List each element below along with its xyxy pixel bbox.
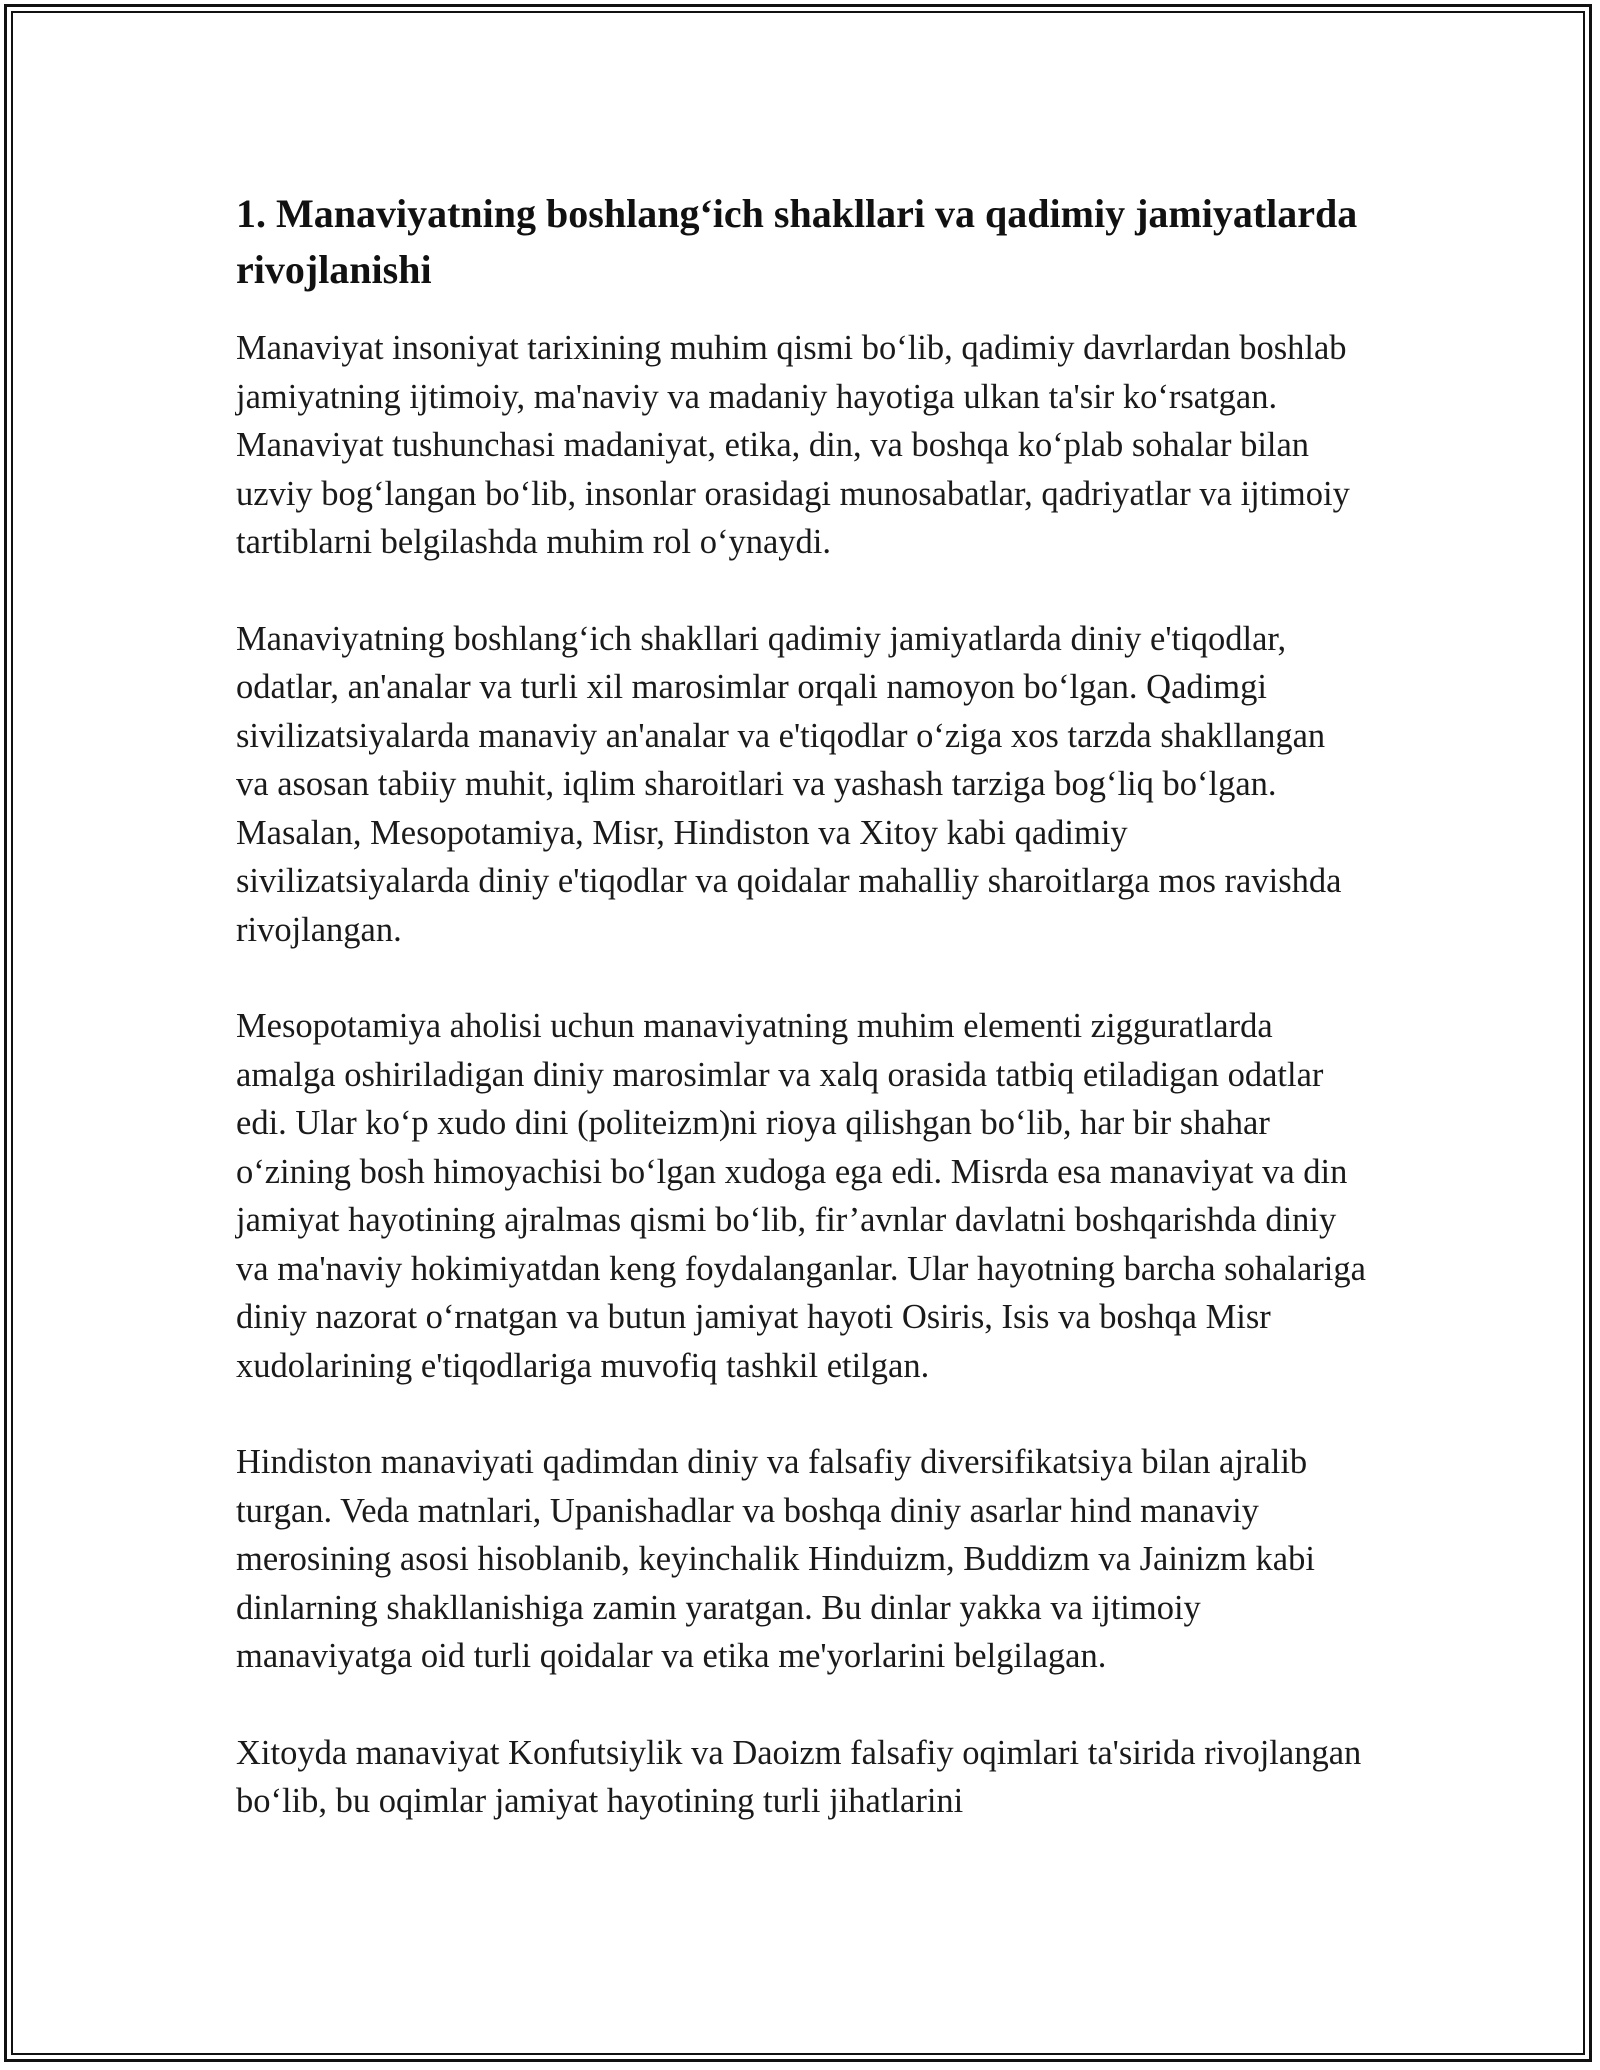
paragraph-4: Hindiston manaviyati qadimdan diniy va falsafiy diversifikatsiya bilan ajralib turgan. Veda matnlari, Upanishadlar va boshqa diniy asarlar hind manaviy merosining asosi hisoblanib, keyinchalik Hinduizm, Buddizm va Jainizm kabi dinlarning shakllanishiga zamin yaratgan. Bu dinlar yakka va ijtimoiy manaviyatga oid turli qoidalar va etika me'yorlarini belgilagan. — [236, 1443, 1315, 1675]
document-body — [236, 186, 1366, 1874]
paragraph-2: Manaviyatning boshlang‘ich shakllari qadimiy jamiyatlarda diniy e'tiqodlar, odatlar, an'analar va turli xil marosimlar orqali namoyon bo‘lgan. Qadimgi sivilizatsiyalarda manaviy an'analar va e'tiqodlar o‘ziga xos tarzda shakllangan va asosan tabiiy muhit, iqlim sharoitlari va yashash tarziga bog‘liq bo‘lgan. Masalan, Mesopotamiya, Misr, Hindiston va Xitoy kabi qadimiy sivilizatsiyalarda diniy e'tiqodlar va qoidalar mahalliy sharoitlarga mos ravishda rivojlangan. — [236, 619, 1342, 949]
section-heading: 1. Manaviyatning boshlang‘ich shakllari va qadimiy jamiyatlarda rivojlanishi — [236, 191, 1358, 292]
paragraph-3: Mesopotamiya aholisi uchun manaviyatning muhim elementi zigguratlarda amalga oshiriladigan diniy marosimlar va xalq orasida tatbiq etiladigan odatlar edi. Ular ko‘p xudo dini (politeizm)ni rioya qilishgan bo‘lib, har bir shahar o‘zining bosh himoyachisi bo‘lgan xudoga ega edi. Misrda esa manaviyat va din jamiyat hayotining ajralmas qismi bo‘lib, fir’avnlar davlatni boshqarishda diniy va ma'naviy hokimiyatdan keng foydalanganlar. Ular hayotning barcha sohalariga diniy nazorat o‘rnatgan va butun jamiyat hayoti Osiris, Isis va boshqa Misr xudolarining e'tiqodlariga muvofiq tashkil etilgan. — [236, 1007, 1366, 1385]
paragraph-1: Manaviyat insoniyat tarixining muhim qismi bo‘lib, qadimiy davrlardan boshlab jamiyatning ijtimoiy, ma'naviy va madaniy hayotiga ulkan ta'sir ko‘rsatgan. Manaviyat tushunchasi madaniyat, etika, din, va boshqa ko‘plab sohalar bilan uzviy bog‘langan bo‘lib, insonlar orasidagi munosabatlar, qadriyatlar va ijtimoiy tartiblarni belgilashda muhim rol o‘ynaydi. — [236, 329, 1350, 561]
paragraph-5: Xitoyda manaviyat Konfutsiylik va Daoizm falsafiy oqimlari ta'sirida rivojlangan bo‘lib, bu oqimlar jamiyat hayotining turli jihatlarini — [236, 1733, 1362, 1820]
